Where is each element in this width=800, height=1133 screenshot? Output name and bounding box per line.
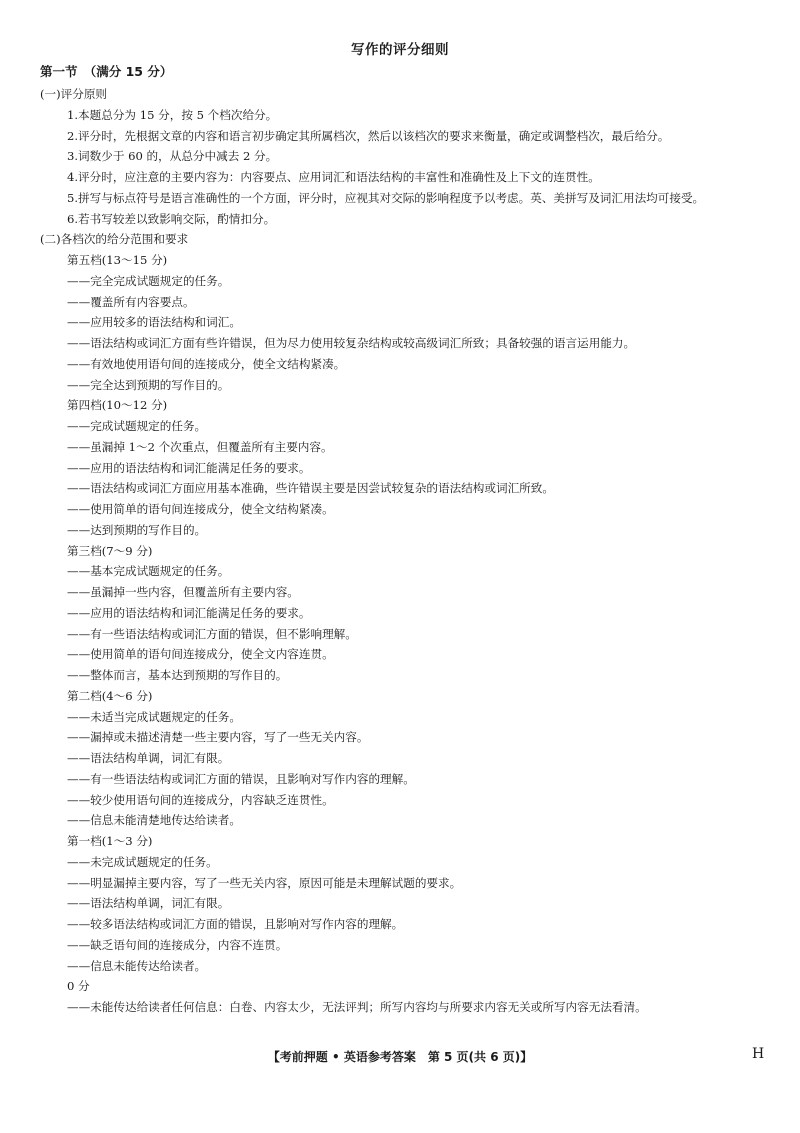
band-label: 第五档(13～15 分) xyxy=(67,253,168,267)
principle-item: 6.若书写较差以致影响交际，酌情扣分。 xyxy=(67,211,276,226)
band-item: ——信息未能传达给读者。 xyxy=(67,958,207,973)
band-item: ——语法结构单调，词汇有限。 xyxy=(67,896,230,911)
band-item: ——明显漏掉主要内容，写了一些无关内容，原因可能是未理解试题的要求。 xyxy=(67,875,462,890)
band-item: ——虽漏掉 1～2 个次重点，但覆盖所有主要内容。 xyxy=(67,439,333,454)
band-label: 第一档(1～3 分) xyxy=(67,834,153,848)
principle-item: 3.词数少于 60 的，从总分中减去 2 分。 xyxy=(67,149,278,164)
band-item: ——使用简单的语句间连接成分，使全文结构紧凑。 xyxy=(67,502,334,516)
band-item: ——未适当完成试题规定的任务。 xyxy=(67,709,241,724)
scoring-content xyxy=(0,84,800,1018)
band-label: 0 分 xyxy=(67,979,90,994)
version-code: H xyxy=(752,1046,765,1062)
band-item: ——整体而言，基本达到预期的写作目的。 xyxy=(67,668,288,682)
band-item: ——有效地使用语句间的连接成分，使全文结构紧凑。 xyxy=(67,356,346,371)
band-item: ——漏掉或未描述清楚一些主要内容，写了一些无关内容。 xyxy=(67,730,369,745)
band-item: ——有一些语法结构或词汇方面的错误，但不影响理解。 xyxy=(67,626,357,641)
band-item: ——达到预期的写作目的。 xyxy=(67,522,207,537)
band-label: 第三档(7～9 分) xyxy=(67,543,153,558)
principle-item: 1.本题总分为 15 分，按 5 个档次给分。 xyxy=(67,107,278,122)
band-item: ——基本完成试题规定的任务。 xyxy=(67,564,230,579)
band-item: ——完全达到预期的写作目的。 xyxy=(67,377,230,392)
band-item: ——应用的语法结构和词汇能满足任务的要求。 xyxy=(67,605,311,620)
page-footer: 【考前押题 • 英语参考答案 第 5 页(共 6 页)】 xyxy=(267,1050,533,1064)
principle-item: 5.拼写与标点符号是语言准确性的一个方面，评分时，应视其对交际的影响程度予以考虑。英、美拼写及词汇用法均可接受。 xyxy=(67,190,705,205)
band-item: ——应用的语法结构和词汇能满足任务的要求。 xyxy=(67,460,311,475)
band-item: ——较多语法结构或词汇方面的错误，且影响对写作内容的理解。 xyxy=(67,917,404,931)
band-item: ——完全完成试题规定的任务。 xyxy=(67,273,230,288)
band-label: 第四档(10～12 分) xyxy=(67,398,168,413)
principles-heading: (一)评分原则 xyxy=(40,87,108,101)
band-item: ——完成试题规定的任务。 xyxy=(67,419,207,433)
band-label: 第二档(4～6 分) xyxy=(67,688,153,703)
bands-heading: (二)各档次的给分范围和要求 xyxy=(40,232,189,247)
band-item: ——应用较多的语法结构和词汇。 xyxy=(67,315,241,330)
band-item: ——未完成试题规定的任务。 xyxy=(67,854,218,869)
band-item: ——未能传达给读者任何信息：白卷、内容太少，无法评判；所写内容均与所要求内容无关或所写内容无法看清。 xyxy=(67,1000,647,1014)
principle-item: 4.评分时，应注意的主要内容为：内容要点、应用词汇和语法结构的丰富性和准确性及上下文的连贯性。 xyxy=(67,170,600,184)
principle-item: 2.评分时，先根据文章的内容和语言初步确定其所属档次，然后以该档次的要求来衡量，确定或调整档次，最后给分。 xyxy=(67,128,670,143)
band-item: ——语法结构或词汇方面应用基本准确，些许错误主要是因尝试较复杂的语法结构或词汇所致。 xyxy=(67,481,554,496)
band-item: ——语法结构或词汇方面有些许错误，但为尽力使用较复杂结构或较高级词汇所致；具备较强的语言运用能力。 xyxy=(67,336,636,350)
band-item: ——信息未能清楚地传达给读者。 xyxy=(67,813,241,828)
band-item: ——虽漏掉一些内容，但覆盖所有主要内容。 xyxy=(67,585,299,599)
section-heading: 第一节 （满分 15 分） xyxy=(40,64,173,79)
band-item: ——覆盖所有内容要点。 xyxy=(67,294,195,309)
page-title: 写作的评分细则 xyxy=(351,42,449,58)
band-item: ——使用简单的语句间连接成分，使全文内容连贯。 xyxy=(67,647,334,662)
band-item: ——有一些语法结构或词汇方面的错误，且影响对写作内容的理解。 xyxy=(67,771,415,786)
band-item: ——较少使用语句间的连接成分，内容缺乏连贯性。 xyxy=(67,792,334,807)
band-item: ——缺乏语句间的连接成分，内容不连贯。 xyxy=(67,937,288,952)
band-item: ——语法结构单调，词汇有限。 xyxy=(67,751,230,765)
